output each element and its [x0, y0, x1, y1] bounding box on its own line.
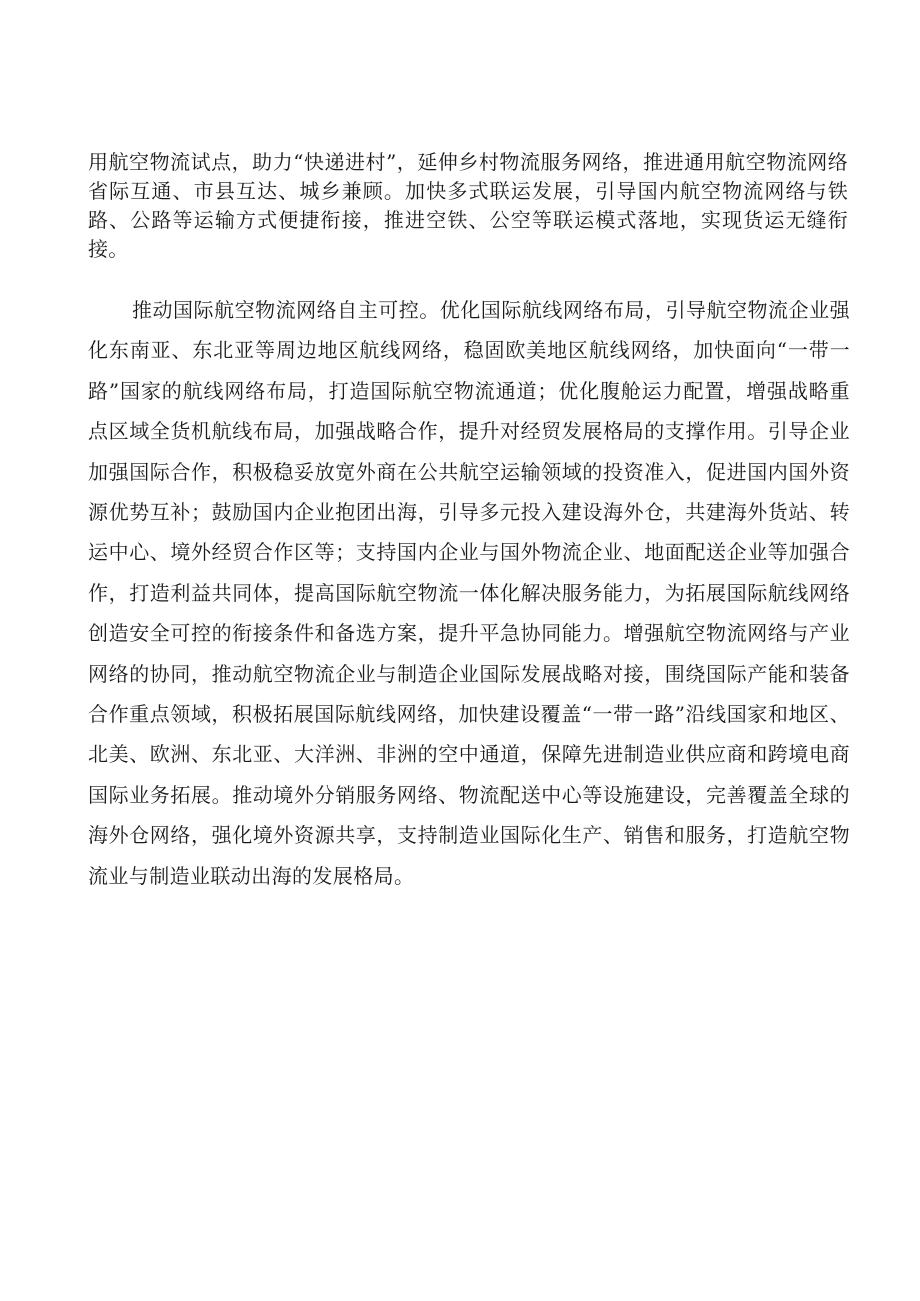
paragraph-international-network: 推动国际航空物流网络自主可控。优化国际航线网络布局，引导航空物流企业强化东南亚、东北亚等周边地区航线网络，稳固欧美地区航线网络，加快面向“一带一路”国家的航线网络布局，打造国际航空物流通道；优化腹舱运力配置，增强战略重点区域全货机航线布局，加强战略合作，提升对经贸发展格局的支撑作用。引导企业加强国际合作，积极稳妥放宽外商在公共航空运输领域的投资准入，促进国内国外资源优势互补；鼓励国内企业抱团出海，引导多元投入建设海外仓，共建海外货站、转运中心、境外经贸合作区等；支持国内企业与国外物流企业、地面配送企业等加强合作，打造利益共同体，提高国际航空物流一体化解决服务能力，为拓展国际航线网络创造安全可控的衔接条件和备选方案，提升平急协同能力。增强航空物流网络与产业网络的协同，推动航空物流企业与制造企业国际发展战略对接，围绕国际产能和装备合作重点领域，积极拓展国际航线网络，加快建设覆盖“一带一路”沿线国家和地区、北美、欧洲、东北亚、大洋洲、非洲的空中通道，保障先进制造业供应商和跨境电商国际业务拓展。推动境外分销服务网络、物流配送中心等设施建设，完善覆盖全球的海外仓网络，强化境外资源共享，支持制造业国际化生产、销售和服务，打造航空物流业与制造业联动出海的发展格局。: [88, 298, 850, 888]
paragraph-domestic-network: 用航空物流试点，助力“快递进村”，延伸乡村物流服务网络，推进通用航空物流网络省际互通、市县互达、城乡兼顾。加快多式联运发展，引导国内航空物流网络与铁路、公路等运输方式便捷衔接，推进空铁、公空等联运模式落地，实现货运无缝衔接。: [88, 150, 848, 261]
